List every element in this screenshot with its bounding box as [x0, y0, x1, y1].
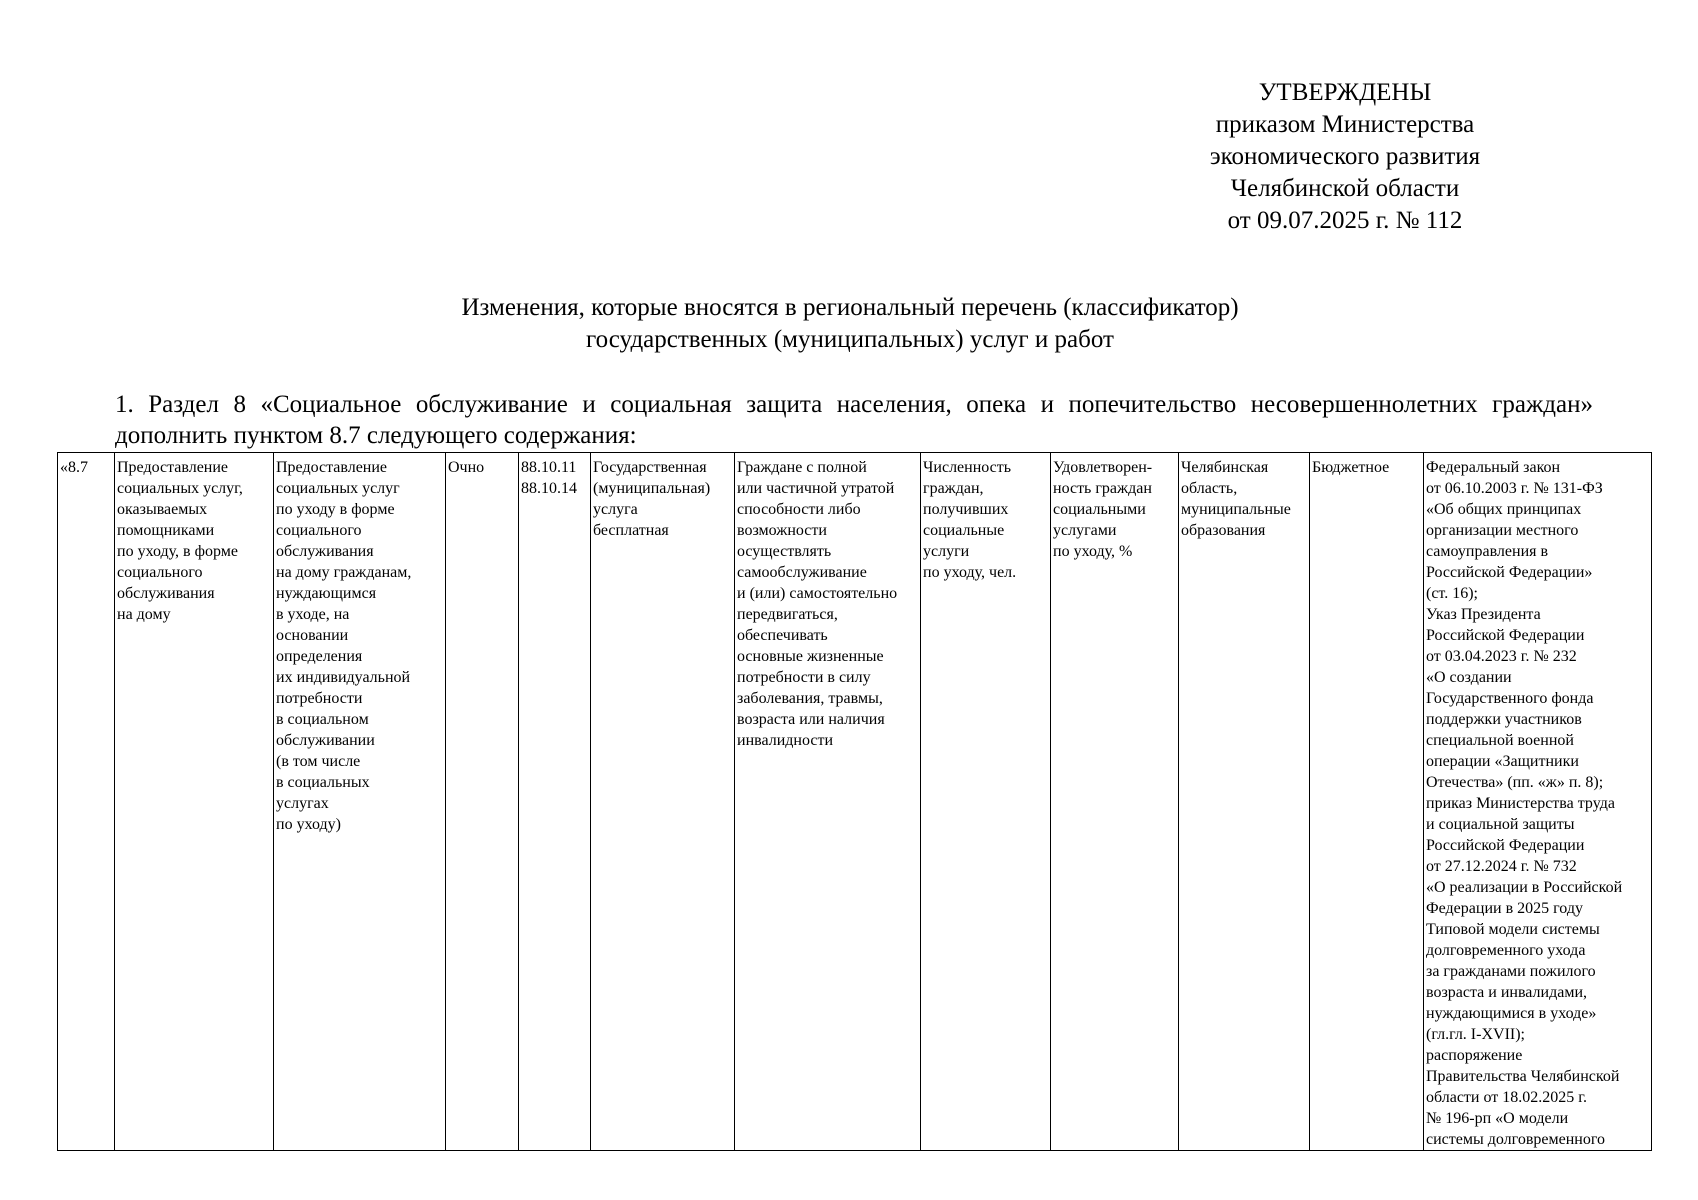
cell-line: по уходу)	[276, 816, 341, 833]
cell-line: социальных услуг,	[117, 480, 243, 497]
cell-institution-type	[1310, 453, 1424, 1151]
cell-line: и (или) самостоятельно	[737, 585, 898, 602]
cell-line: социальные	[923, 522, 1005, 539]
cell-line: обслуживания	[276, 543, 374, 560]
amendment-paragraph: 1. Раздел 8 «Социальное обслуживание и социальная защита населения, опека и попечительство несовершеннолетних граждан» дополнить пунктом 8.7 следующего содержания:	[115, 391, 1593, 449]
cell-line: 88.10.11	[521, 459, 577, 476]
cell-volume-indicator	[921, 453, 1051, 1151]
cell-line: (гл.гл. I-XVII);	[1426, 1026, 1525, 1043]
cell-line: за гражданами пожилого	[1426, 963, 1596, 980]
cell-line: Государственная	[593, 459, 707, 476]
cell-line: Отечества» (пп. «ж» п. 8);	[1426, 774, 1604, 791]
cell-line: «О создании	[1426, 669, 1512, 686]
cell-line: Предоставление	[117, 459, 229, 476]
cell-line: социальных услуг	[276, 480, 400, 497]
cell-legal-basis	[1424, 453, 1652, 1151]
cell-line: возраста или наличия	[737, 711, 885, 728]
cell-line: по уходу, в форме	[117, 543, 238, 560]
cell-line: ность граждан	[1053, 480, 1152, 497]
cell-line: по уходу, чел.	[923, 564, 1017, 581]
cell-line: социальными	[1053, 501, 1146, 518]
cell-line: Федеральный закон	[1426, 459, 1561, 476]
cell-line: Удовлетворен-	[1053, 459, 1153, 476]
cell-line: приказ Министерства труда	[1426, 795, 1615, 812]
cell-line: № 196-рп «О модели	[1426, 1110, 1569, 1127]
cell-line: Численность	[923, 459, 1012, 476]
cell-line: системы долговременного	[1426, 1131, 1605, 1148]
cell-line: распоряжение	[1426, 1047, 1523, 1064]
cell-line: помощниками	[117, 522, 215, 539]
cell-line: «8.7	[60, 459, 88, 476]
cell-line: социального	[117, 564, 203, 581]
cell-line: в уходе, на	[276, 606, 350, 623]
cell-line: Типовой модели системы	[1426, 921, 1600, 938]
document-title	[60, 292, 1640, 356]
cell-line: поддержки участников	[1426, 711, 1582, 728]
cell-line: в социальном	[276, 711, 369, 728]
cell-line: области от 18.02.2025 г.	[1426, 1089, 1588, 1106]
cell-line: самообслуживание	[737, 564, 867, 581]
cell-line: основании	[276, 627, 349, 644]
cell-line: инвалидности	[737, 732, 834, 749]
cell-line: возможности	[737, 522, 827, 539]
cell-line: образования	[1181, 522, 1266, 539]
cell-line: специальной военной	[1426, 732, 1574, 749]
cell-line: Федерации в 2025 году	[1426, 900, 1583, 917]
cell-line: (муниципальная)	[593, 480, 711, 497]
cell-line: услугах	[276, 795, 329, 812]
approval-line: приказом Министерства	[1215, 111, 1475, 138]
cell-line: возраста и инвалидами,	[1426, 984, 1588, 1001]
cell-item-number	[58, 453, 115, 1151]
approval-line: экономического развития	[1209, 143, 1481, 170]
cell-line: от 06.10.2003 г. № 131-ФЗ	[1426, 480, 1603, 497]
approval-line: от 09.07.2025 г. № 112	[1227, 207, 1463, 234]
cell-line: от 27.12.2024 г. № 732	[1426, 858, 1577, 875]
cell-line: по уходу в форме	[276, 501, 395, 518]
cell-line: и социальной защиты	[1426, 816, 1575, 833]
cell-line: нуждающимися в уходе»	[1426, 1005, 1597, 1022]
approval-line: Челябинской области	[1230, 175, 1460, 202]
approval-stamp	[1185, 77, 1505, 237]
cell-line: на дому гражданам,	[276, 564, 412, 581]
cell-line: самоуправления в	[1426, 543, 1549, 560]
cell-line: оказываемых	[117, 501, 208, 518]
cell-line: область,	[1181, 480, 1238, 497]
cell-line: «Об общих принципах	[1426, 501, 1582, 518]
cell-line: на дому	[117, 606, 171, 623]
title-line: государственных (муниципальных) услуг и работ	[586, 326, 1114, 353]
cell-line: потребности в силу	[737, 669, 871, 686]
cell-line: услуги	[923, 543, 970, 560]
cell-line: Бюджетное	[1312, 459, 1390, 476]
cell-line: граждан,	[923, 480, 984, 497]
cell-line: получивших	[923, 501, 1009, 518]
cell-line: основные жизненные	[737, 648, 884, 665]
cell-line: или частичной утратой	[737, 480, 895, 497]
cell-provider-level	[1179, 453, 1310, 1151]
cell-line: организации местного	[1426, 522, 1579, 539]
cell-line: обеспечивать	[737, 627, 828, 644]
cell-line: бесплатная	[593, 522, 669, 539]
cell-line: в социальных	[276, 774, 370, 791]
cell-service-content	[274, 453, 446, 1151]
cell-line: от 03.04.2023 г. № 232	[1426, 648, 1577, 665]
cell-line: (в том числе	[276, 753, 361, 770]
cell-line: Очно	[448, 459, 485, 476]
cell-consumers	[735, 453, 921, 1151]
cell-service-name	[115, 453, 274, 1151]
cell-line: осуществлять	[737, 543, 832, 560]
classifier-table	[57, 452, 1652, 1151]
cell-line: 88.10.14	[521, 480, 577, 497]
cell-line: услуга	[593, 501, 638, 518]
cell-line: их индивидуальной	[276, 669, 411, 686]
cell-line: Указ Президента	[1426, 606, 1541, 623]
cell-okved-codes	[519, 453, 591, 1151]
cell-line: Государственного фонда	[1426, 690, 1594, 707]
cell-line: операции «Защитники	[1426, 753, 1579, 770]
cell-line: заболевания, травмы,	[737, 690, 883, 707]
cell-line: Российской Федерации	[1426, 627, 1585, 644]
cell-line: «О реализации в Российской	[1426, 879, 1623, 896]
cell-line: потребности	[276, 690, 363, 707]
cell-quality-indicator	[1051, 453, 1179, 1151]
cell-line: долговременного ухода	[1426, 942, 1586, 959]
cell-line: (ст. 16);	[1426, 585, 1478, 602]
table-row	[58, 453, 1652, 1151]
cell-line: муниципальные	[1181, 501, 1291, 518]
cell-line: Российской Федерации	[1426, 837, 1585, 854]
approval-line: УТВЕРЖДЕНЫ	[1258, 79, 1432, 106]
cell-line: обслуживании	[276, 732, 375, 749]
cell-line: передвигаться,	[737, 606, 838, 623]
cell-line: по уходу, %	[1053, 543, 1133, 560]
cell-line: Российской Федерации»	[1426, 564, 1593, 581]
cell-line: Челябинская	[1181, 459, 1269, 476]
cell-line: Правительства Челябинской	[1426, 1068, 1620, 1085]
cell-line: обслуживания	[117, 585, 215, 602]
cell-line: нуждающимся	[276, 585, 377, 602]
cell-line: Предоставление	[276, 459, 388, 476]
cell-line: социального	[276, 522, 362, 539]
cell-line: определения	[276, 648, 363, 665]
cell-line: услугами	[1053, 522, 1117, 539]
title-line: Изменения, которые вносятся в региональный перечень (классификатор)	[461, 294, 1239, 321]
cell-form	[446, 453, 519, 1151]
cell-service-type	[591, 453, 735, 1151]
cell-line: способности либо	[737, 501, 861, 518]
cell-line: Граждане с полной	[737, 459, 867, 476]
